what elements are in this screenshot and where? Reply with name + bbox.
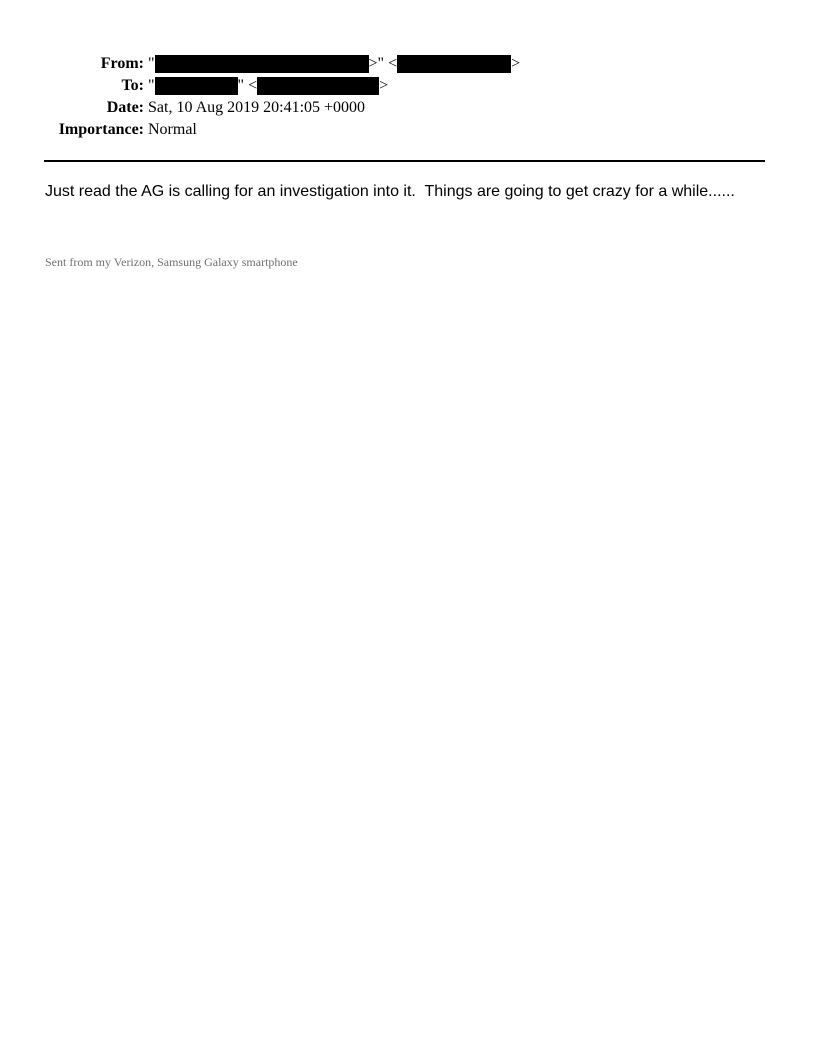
redacted-recipient-name: [155, 77, 238, 95]
from-value: [148, 53, 520, 75]
redacted-recipient-email: [257, 77, 379, 95]
date-label: Date:: [106, 99, 144, 116]
redacted-sender-name: [155, 55, 369, 73]
to-quote-open: ": [148, 77, 155, 94]
from-close: >: [511, 55, 521, 72]
from-row: [44, 53, 520, 75]
message-body: Just read the AG is calling for an investigation into it. Things are going to get crazy for a while......: [45, 183, 735, 200]
to-quote-close: " <: [237, 77, 258, 94]
email-header: [44, 53, 520, 141]
redacted-sender-email: [397, 55, 511, 73]
from-quote-close: >" <: [368, 55, 398, 72]
date-row: [44, 97, 520, 119]
to-label: To:: [121, 77, 144, 94]
importance-row: [44, 119, 520, 141]
to-close: >: [379, 77, 389, 94]
date-value: Sat, 10 Aug 2019 20:41:05 +0000: [148, 99, 366, 116]
from-label: From:: [100, 55, 144, 72]
importance-label: Importance:: [58, 121, 144, 138]
importance-value: Normal: [148, 121, 197, 138]
message-signature: Sent from my Verizon, Samsung Galaxy smartphone: [45, 255, 298, 269]
to-value: [148, 75, 388, 97]
to-row: [44, 75, 520, 97]
header-divider: [44, 160, 765, 162]
from-quote-open: ": [148, 55, 155, 72]
